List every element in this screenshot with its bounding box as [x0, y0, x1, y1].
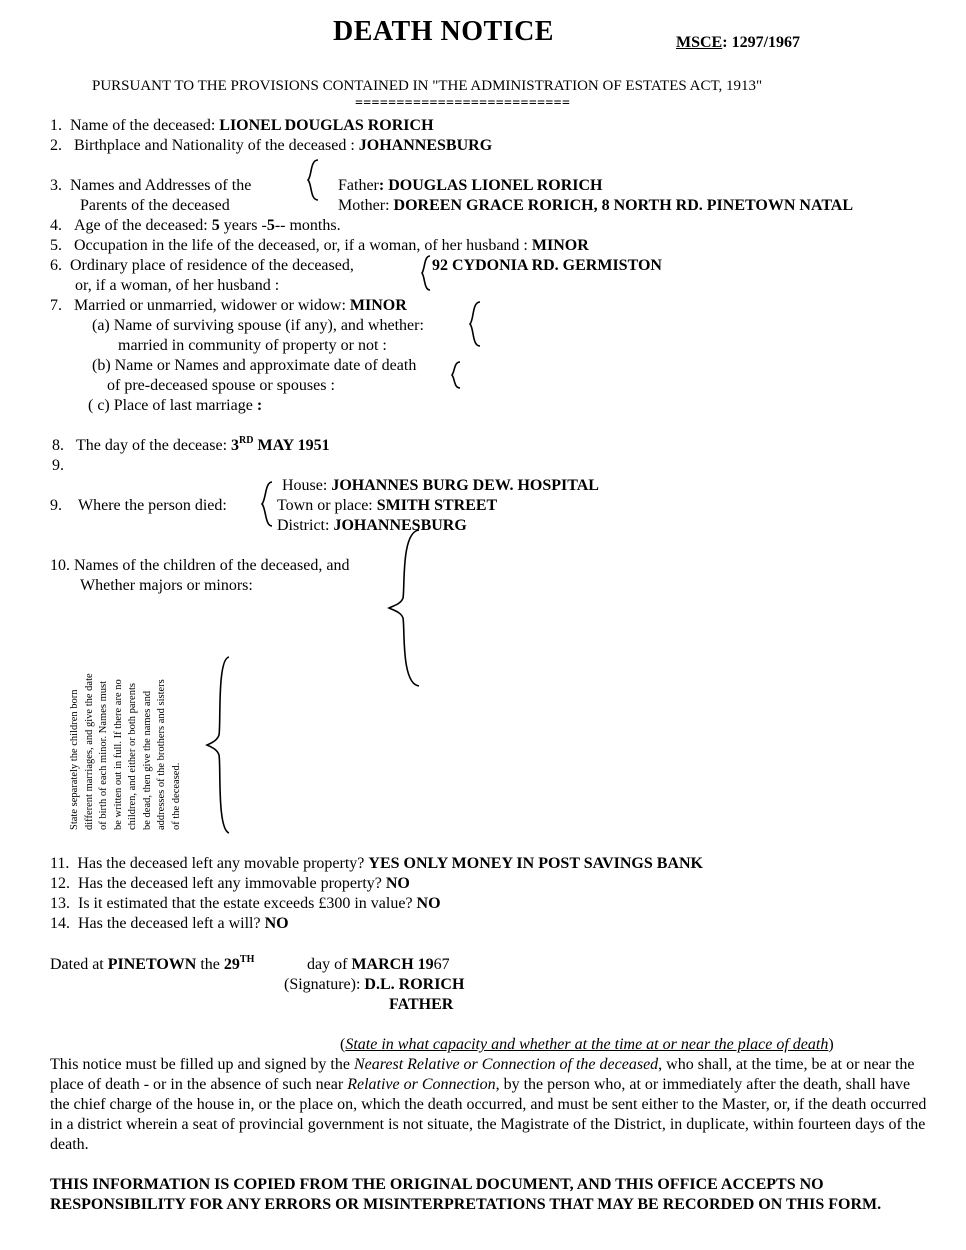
item-7c: ( c) Place of last marriage : [88, 397, 263, 414]
item-6-label-2: or, if a woman, of her husband : [75, 277, 280, 294]
document-title: DEATH NOTICE [333, 16, 554, 47]
parents-brace [306, 158, 320, 202]
side-note-brace [205, 655, 231, 835]
item-7-brace [468, 300, 482, 348]
item-7b-line-2: of pre-deceased spouse or spouses : [107, 377, 335, 394]
item-9-blank: 9. [52, 457, 64, 474]
item-3-label: 3. Names and Addresses of the [50, 177, 252, 194]
death-town: Town or place: SMITH STREET [277, 497, 498, 514]
residence-brace [420, 254, 432, 292]
item-5: 5. Occupation in the life of the deceased, or, if a woman, of her husband : MINOR [50, 237, 589, 254]
children-brace [385, 528, 421, 690]
item-6-label: 6. Ordinary place of residence of the deceased, [50, 257, 354, 274]
children-instructions-note: State separately the children born different marriages, and give the date of birth of each minor. Names must be written out in full. If there are no children, and either or both parents be dead, then give the names and addresses of the brothers and sisters of the deceased. [69, 673, 182, 830]
residence-value: 92 CYDONIA RD. GERMISTON [432, 257, 662, 274]
death-house: House: JOHANNES BURG DEW. HOSPITAL [282, 477, 599, 494]
signatory-capacity: FATHER [389, 996, 454, 1013]
item-7b-brace [450, 360, 462, 390]
dated-at: Dated at PINETOWN the 29TH [50, 954, 255, 973]
item-10-label-2: Whether majors or minors: [80, 577, 253, 594]
mother-line: Mother: DOREEN GRACE RORICH, 8 NORTH RD. PINETOWN NATAL [338, 197, 854, 214]
dated-month: day of MARCH 1967 [307, 956, 450, 973]
disclaimer: THIS INFORMATION IS COPIED FROM THE ORIGINAL DOCUMENT, AND THIS OFFICE ACCEPTS NO RESPONSIBILITY FOR ANY ERRORS OR MISINTERPRETATIONS THAT MAY BE RECORDED ON THIS FORM. [50, 1176, 882, 1213]
item-11: 11. Has the deceased left any movable property? YES ONLY MONEY IN POST SAVINGS BANK [50, 855, 703, 872]
item-7: 7. Married or unmarried, widower or widow: MINOR [50, 297, 407, 314]
item-7a-line-2: married in community of property or not : [118, 337, 387, 354]
item-10-label: 10. Names of the children of the deceased, and [50, 557, 350, 574]
item-7a-line-1: (a) Name of surviving spouse (if any), and whether: [92, 317, 424, 334]
item-3-label-2: Parents of the deceased [80, 197, 230, 214]
father-line: Father: DOUGLAS LIONEL RORICH [338, 177, 603, 194]
death-place-brace [260, 480, 274, 528]
death-district: District: JOHANNESBURG [277, 517, 467, 534]
item-7b-line-1: (b) Name or Names and approximate date of death [92, 357, 417, 374]
item-8: 8. The day of the decease: 3RD MAY 1951 [52, 435, 330, 454]
birthplace: JOHANNESBURG [358, 137, 493, 154]
item-12: 12. Has the deceased left any immovable property? NO [50, 875, 410, 892]
item-4: 4. Age of the deceased: 5 years -5-- months. [50, 217, 341, 234]
pursuant-line: PURSUANT TO THE PROVISIONS CONTAINED IN "THE ADMINISTRATION OF ESTATES ACT, 1913" [92, 78, 763, 94]
item-13: 13. Is it estimated that the estate exceeds £300 in value? NO [50, 895, 441, 912]
deceased-name: LIONEL DOUGLAS RORICH [219, 117, 434, 134]
item-14: 14. Has the deceased left a will? NO [50, 915, 289, 932]
msce-reference: MSCE: 1297/1967 [676, 34, 801, 51]
item-2: 2. Birthplace and Nationality of the deceased : JOHANNESBURG [50, 137, 493, 154]
item-1: 1. Name of the deceased: LIONEL DOUGLAS RORICH [50, 117, 434, 134]
capacity-note: (State in what capacity and whether at the time at or near the place of death) [340, 1036, 834, 1053]
item-9-label: 9. Where the person died: [50, 497, 227, 514]
signature-line: (Signature): D.L. RORICH [284, 976, 465, 993]
instructions-paragraph: This notice must be filled up and signed by the Nearest Relative or Connection of the deceased, who shall, at the time, be at or near the place of death - or in the absence of such near Relative or Connection, by the person who, at or immediately after the death, shall have the chief charge of the house in, or the place on, which the death occurred, and must be sent either to the Master, or, if the death occurred in a district wherein a seat of provincial government is not situate, the Magistrate of the District, in duplicate, within fourteen days of the death. [50, 1056, 927, 1153]
separator-line: ========================== [355, 96, 571, 111]
